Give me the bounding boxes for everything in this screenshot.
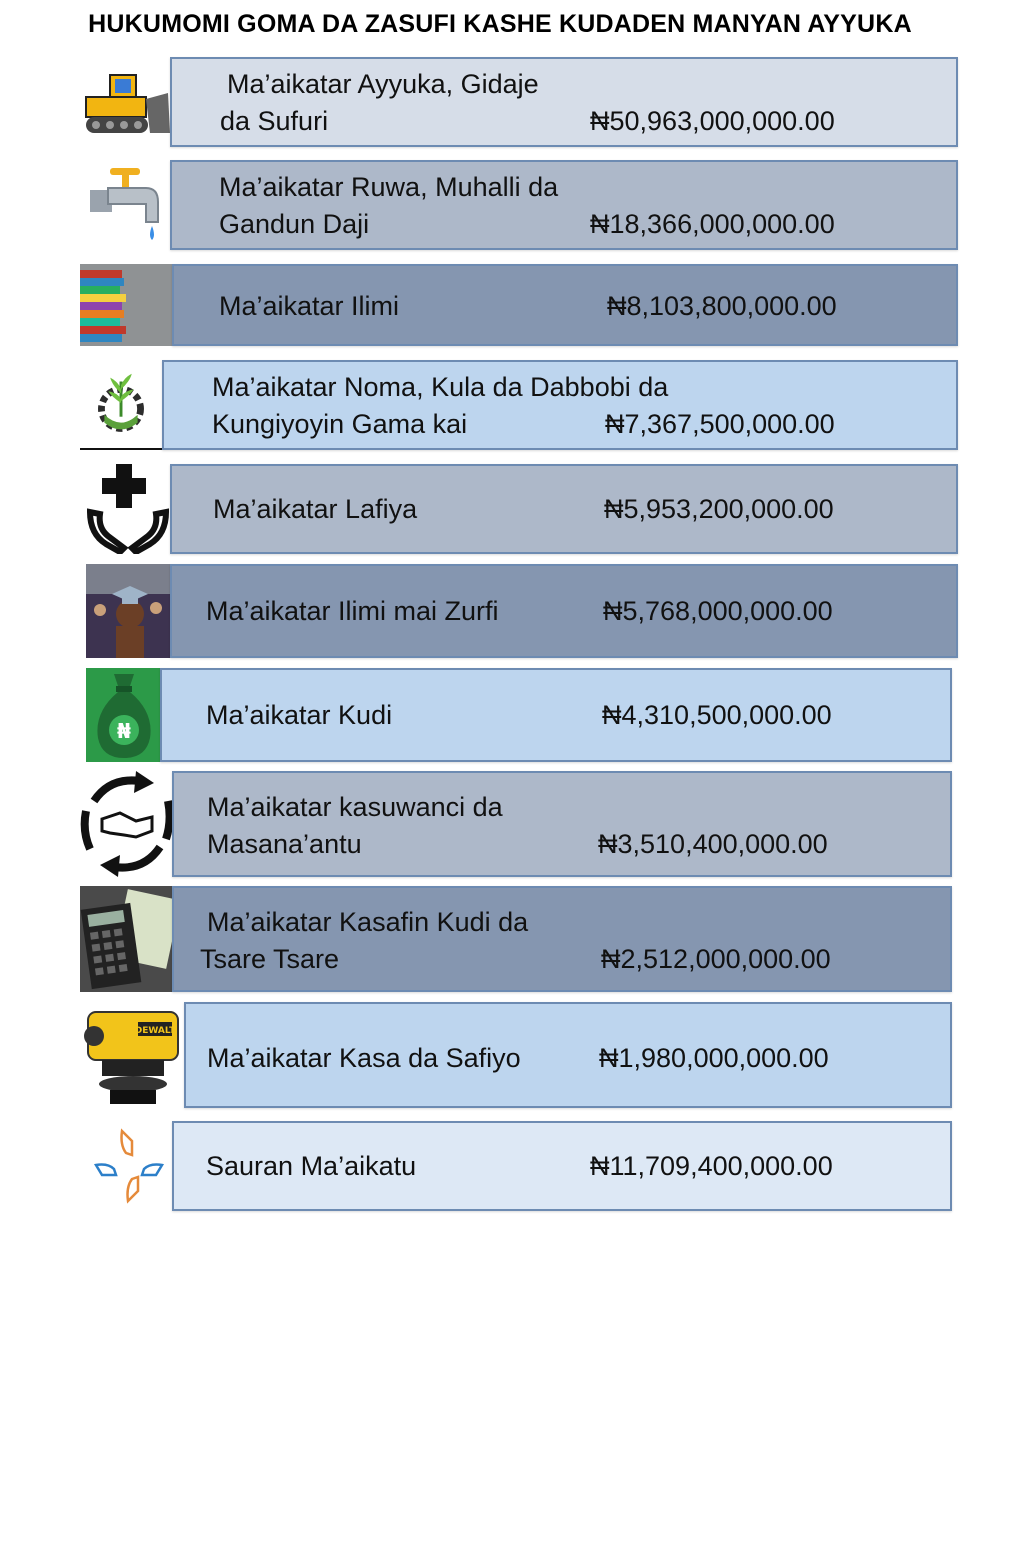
ministry-name-line1: Ma’aikatar Kasa da Safiyo — [207, 1043, 521, 1073]
ministry-row-finance — [86, 668, 952, 762]
ministry-name-line2: Gandun Daji — [219, 209, 370, 239]
ministry-name-line2: Kungiyoyin Gama kai — [212, 409, 468, 439]
ministry-box — [160, 668, 952, 762]
ministry-row-water — [86, 160, 958, 250]
money-bag-icon — [86, 668, 162, 762]
ministry-row-health — [86, 464, 958, 554]
ministry-amount: ₦1,980,000,000.00 — [599, 1043, 829, 1073]
ministry-box — [170, 564, 958, 658]
ministry-name-line1: Ma’aikatar Ayyuka, Gidaje — [227, 69, 539, 99]
ministry-box — [170, 464, 958, 554]
ministry-amount: ₦5,768,000,000.00 — [603, 596, 833, 626]
ministry-name-line2: Masana’antu — [207, 829, 362, 859]
ministry-name-line1: Ma’aikatar Ilimi mai Zurfi — [206, 596, 499, 626]
ministry-box — [172, 886, 952, 992]
ministry-name-line2: da Sufuri — [220, 106, 329, 136]
ministry-name-line1: Ma’aikatar Ruwa, Muhalli da — [219, 172, 559, 202]
ministry-amount: ₦7,367,500,000.00 — [605, 409, 835, 439]
bulldozer-icon — [80, 57, 172, 147]
ministry-name-line1: Ma’aikatar Kasafin Kudi da — [207, 907, 529, 937]
ministry-row-education — [80, 264, 958, 346]
calculator-money-icon — [80, 886, 174, 992]
ministry-name-line1: Sauran Ma’aikatu — [206, 1151, 417, 1181]
ministry-row-land-survey — [80, 1002, 952, 1108]
hands-exchange-icon — [86, 1121, 174, 1211]
ministry-amount: ₦5,953,200,000.00 — [604, 494, 834, 524]
ministry-amount: ₦11,709,400,000.00 — [590, 1151, 833, 1181]
ministry-amount: ₦2,512,000,000.00 — [601, 944, 831, 974]
ministry-name-line1: Ma’aikatar kasuwanci da — [207, 792, 503, 822]
ministry-amount: ₦50,963,000,000.00 — [590, 106, 835, 136]
ministry-box — [184, 1002, 952, 1108]
ministry-amount: ₦18,366,000,000.00 — [590, 209, 835, 239]
ministry-amount: ₦3,510,400,000.00 — [598, 829, 828, 859]
ministry-name-line1: Ma’aikatar Ilimi — [219, 291, 400, 321]
ministry-name-line1: Ma’aikatar Noma, Kula da Dabbobi da — [212, 372, 669, 402]
ministry-row-others — [86, 1121, 952, 1211]
ministry-name-line2: Tsare Tsare — [200, 944, 340, 974]
ministry-box — [172, 771, 952, 877]
ministry-amount: ₦8,103,800,000.00 — [607, 291, 837, 321]
ministry-row-commerce — [80, 771, 952, 877]
ministry-box — [170, 160, 958, 250]
ministry-box — [172, 1121, 952, 1211]
ministry-box — [172, 264, 958, 346]
ministry-amount: ₦4,310,500,000.00 — [602, 700, 832, 730]
ministry-box — [170, 57, 958, 147]
ministry-row-works — [80, 57, 958, 147]
books-icon — [80, 264, 173, 346]
agriculture-gear-icon — [80, 360, 162, 450]
page-title: HUKUMOMI GOMA DA ZASUFI KASHE KUDADEN MANYAN AYYUKA — [88, 10, 912, 38]
ministry-name-line1: Ma’aikatar Kudi — [206, 700, 393, 730]
ministry-row-agriculture — [80, 360, 958, 450]
health-hands-cross-icon — [86, 464, 170, 554]
svg-text:DEWALT: DEWALT — [134, 1026, 176, 1036]
svg-text:₦: ₦ — [117, 719, 131, 743]
graduation-icon — [86, 564, 174, 658]
handshake-cycle-icon — [80, 771, 174, 877]
ministry-row-higher-education — [86, 564, 958, 658]
ministry-box — [162, 360, 958, 450]
ministry-row-budget — [80, 886, 952, 992]
survey-level-icon — [80, 1002, 186, 1108]
water-tap-icon — [86, 160, 174, 250]
ministry-name-line1: Ma’aikatar Lafiya — [213, 494, 418, 524]
